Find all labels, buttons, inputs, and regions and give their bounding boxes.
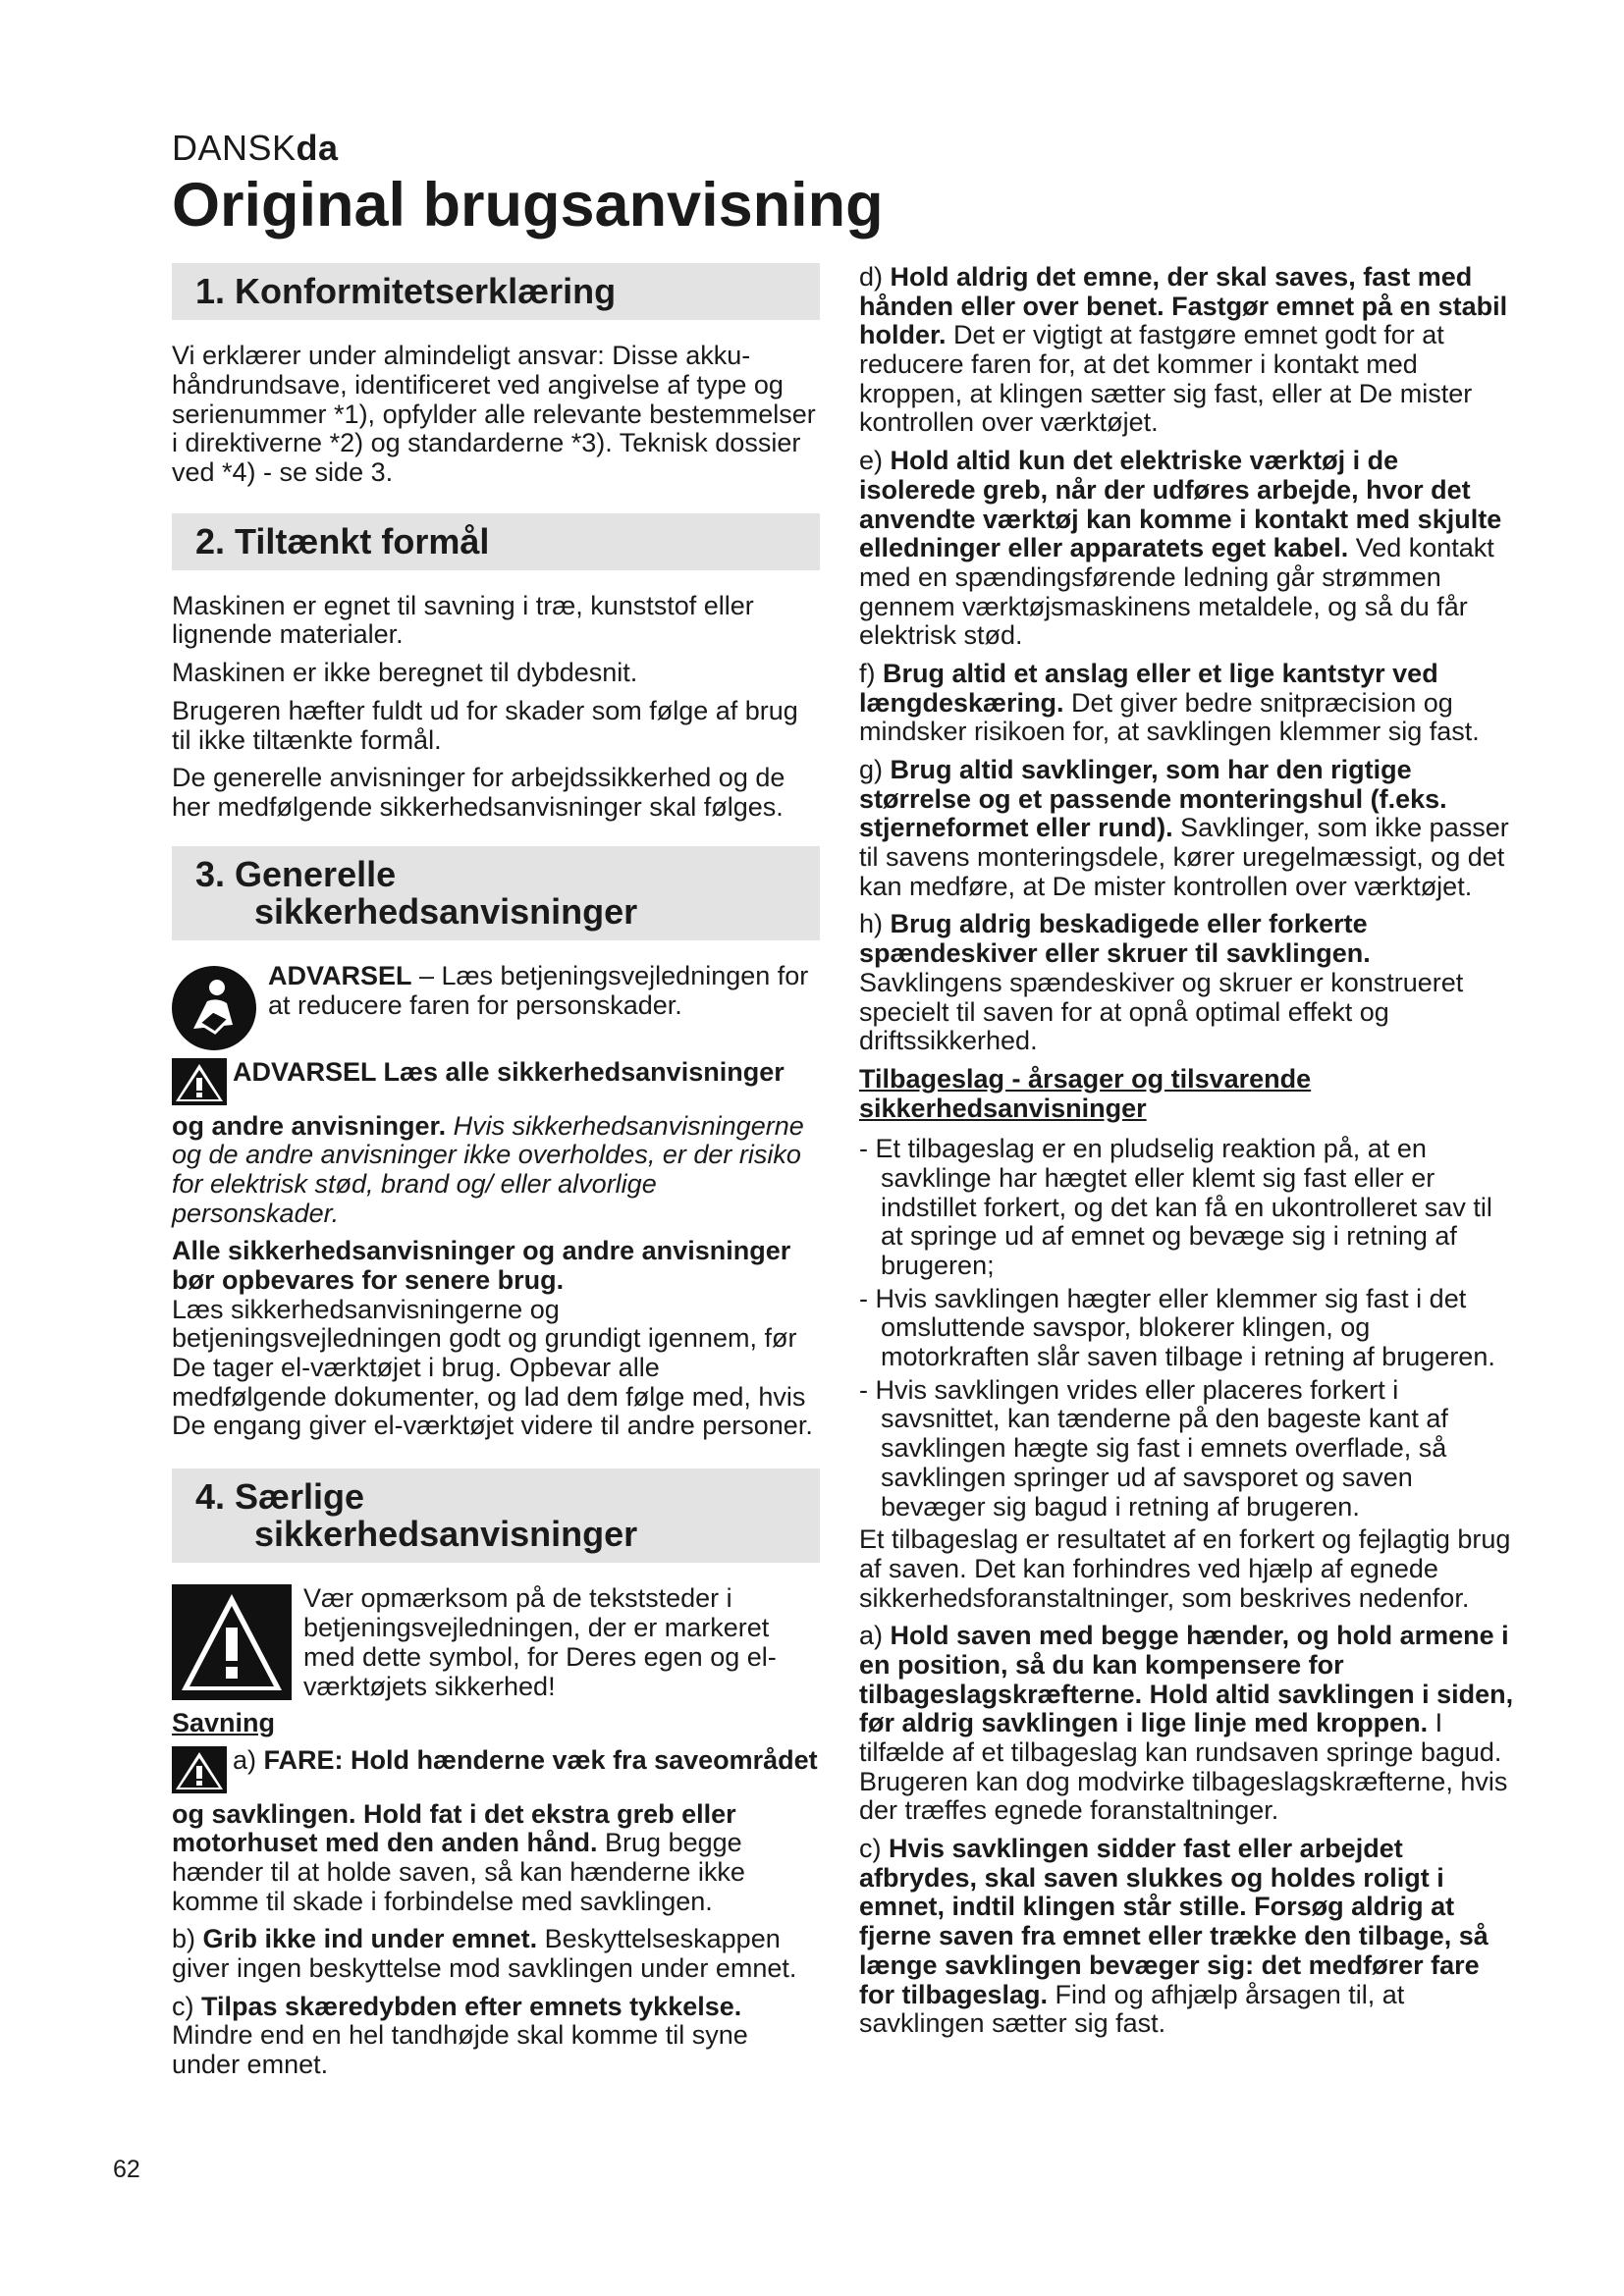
right-column (859, 263, 1517, 2048)
large-warning-icon (172, 1584, 292, 1700)
savning-heading: Savning (172, 1708, 276, 1738)
kickback-instruction-a: a) Hold saven med begge hænder, og hold armene i en position, så du kan kompensere for tilbageslagskræfterne. Hold altid savklingen i siden, før aldrig savklingen i lige linje med kroppen. I tilfælde af et tilbageslag kan rundsaven springe bagud. Brugeren kan dog modvirke tilbageslagskræfterne, hvis der træffes egnede foranstaltninger. (859, 1621, 1514, 1826)
language-label (172, 128, 339, 169)
instruction-g: g) Brug altid savklinger, som har den rigtige størrelse og et passende monteringshul (f.eks. stjerneformet eller rund). Savklinger, som ikke passer til savens monteringsdele, kører uregelmæssigt, og det kan medføre, at De mister kontrollen over værktøjet. (859, 755, 1509, 901)
manual-warning-text: ADVARSEL – Læs betjeningsvejledningen for at reducere faren for personskader. (268, 960, 809, 1020)
purpose-text-1: Maskinen er egnet til savning i træ, kunststof eller lignende materialer. (172, 590, 754, 650)
general-warning-italic: Hvis sikkerhedsanvisningerne og de andre anvisninger ikke overholdes, er der risiko for elektrisk stød, brand og/ eller alvorlige personskader. (172, 1110, 804, 1228)
symbol-note-text: Vær opmærksom på de tekststeder i betjeningsvejledningen, der er markeret med dette symbol, for Deres egen og el-værktøjets sikkerhed! (303, 1583, 777, 1701)
section-heading-4-line2: sikkerhedsanvisninger (254, 1514, 638, 1555)
instruction-e: e) Hold altid kun det elektriske værktøj i de isolerede greb, når der udføres arbejde, hvor det anvendte værktøj kan komme i kontakt med skjulte elledninger eller apparatets eget kabel. Ved kontakt med en spændingsførende ledning går strømmen gennem værktøjsmaskinens metaldele, og så du får elektrisk stød. (859, 446, 1502, 651)
purpose-text-3: Brugeren hæfter fuldt ud for skader som følge af brug til ikke tiltænkte formål. (172, 695, 798, 755)
instruction-d: d) Hold aldrig det emne, der skal saves, fast med hånden eller over benet. Fastgør emnet på en stabil holder. Det er vigtigt at fastgøre emnet godt for at reducere faren for, at det kommer i kontakt med kroppen, at klingen sætter sig fast, eller at De mister kontrollen over værktøjet. (859, 262, 1508, 438)
general-warning (172, 1058, 820, 1228)
warning-triangle-icon (172, 1058, 227, 1112)
instruction-f: f) Brug altid et anslag eller et lige kantstyr ved længdeskæring. Det giver bedre snitpræcision og mindsker risikoen for, at savklingen klemmer sig fast. (859, 658, 1480, 747)
section-heading-4-line1: 4. Særlige (195, 1476, 365, 1518)
manual-warning (172, 962, 820, 1050)
section-heading-3-line2: sikkerhedsanvisninger (254, 890, 638, 932)
general-warning-bold: ADVARSEL Læs alle sikkerhedsanvisninger og andre anvisninger. (172, 1056, 785, 1141)
instruction-c: c) Tilpas skæredybden efter emnets tykkelse. Mindre end en hel tandhøjde skal komme til syne under emnet. (172, 1991, 748, 2080)
kickback-instruction-c: c) Hvis savklingen sidder fast eller arbejdet afbrydes, skal saven slukkes og holdes roligt i emnet, indtil klingen står stille. Forsøg aldrig at fjerne saven fra emnet eller trække den tilbage, så længe savklingen bevæger sig: det medfører fare for tilbageslag. Find og afhjælp årsagen til, at savklingen sætter sig fast. (859, 1834, 1489, 2039)
symbol-note (172, 1584, 820, 1701)
section-heading-4 (172, 1468, 820, 1563)
kickback-heading: Tilbageslag - årsager og tilsvarende sikkerhedsanvisninger (859, 1063, 1312, 1123)
kickback-result: Et tilbageslag er resultatet af en forkert og fejlagtig brug af saven. Det kan forhindres ved hjælp af egnede sikkerhedsforanstaltninger, som beskrives nedenfor. (859, 1524, 1511, 1613)
instruction-b: b) Grib ikke ind under emnet. Beskyttelseskappen giver ingen beskyttelse mod savklingen under emnet. (172, 1924, 797, 1983)
kickback-bullet-3: - Hvis savklingen vrides eller placeres forkert i savsnittet, kan tænderne på den bageste kant af savklingen hægte sig fast i emnets overflade, så savklingen springer ud af savsporet og saven bevæger sig bagud i retning af brugeren. (859, 1374, 1448, 1522)
kickback-bullet-2: - Hvis savklingen hægter eller klemmer sig fast i det omsluttende savspor, blokerer klingen, og motorkraften slår saven tilbage i retning af brugeren. (859, 1283, 1495, 1372)
kickback-bullet-1: - Et tilbageslag er en pludselig reaktion på, at en savklinge har hægtet eller klemt sig fast eller er indstillet forkert, og det kan få en ukontrolleret sav til at springe ud af emnet og bevæge sig i retning af brugeren; (859, 1134, 1492, 1280)
page-title: Original brugsanvisning (172, 171, 884, 240)
section-heading-3 (172, 846, 820, 940)
language-name: DANSK (172, 128, 297, 168)
purpose-text-2: Maskinen er ikke beregnet til dybdesnit. (172, 658, 638, 688)
section-heading-3-line1: 3. Generelle (195, 853, 397, 894)
warning-triangle-icon (172, 1746, 227, 1800)
language-code: da (296, 128, 339, 168)
instruction-h: h) Brug aldrig beskadigede eller forkerte spændeskiver eller skruer til savklingen. Savklingens spændeskiver og skruer er konstrueret specielt til saven for at opnå optimal effekt og driftssikkerhed. (859, 909, 1464, 1056)
conformity-text: Vi erklærer under almindeligt ansvar: Disse akku-håndrundsave, identificeret ved angivelse af type og serienummer *1), opfylder alle relevante bestemmelser i direktiverne *2) og standarderne *3). Teknisk dossier ved *4) - se side 3. (172, 341, 816, 487)
section-heading-1: 1. Konformitetserklæring (172, 263, 820, 320)
page-number: 62 (113, 2156, 140, 2183)
purpose-text-4: De generelle anvisninger for arbejdssikkerhed og de her medfølgende sikkerhedsanvisninger skal følges. (172, 763, 785, 822)
read-manual-icon (172, 966, 256, 1050)
keep-instructions: Alle sikkerhedsanvisninger og andre anvisninger bør opbevares for senere brug. Læs sikkerhedsanvisningerne og betjeningsvejledningen godt og grundigt igennem, før De tager el-værktøjet i brug. Opbevar alle medfølgende dokumenter, og lad dem følge med, hvis De engang giver el-værktøjet videre til andre personer. (172, 1236, 813, 1441)
left-column (172, 263, 820, 2089)
instruction-a: a) FARE: Hold hænderne væk fra saveområdet og savklingen. Hold fat i det ekstra greb eller motorhuset med den anden hånd. Brug begge hænder til at holde saven, så kan hænderne ikke komme til skade i forbindelse med savklingen. (172, 1744, 818, 1916)
section-heading-2: 2. Tiltænkt formål (172, 513, 820, 570)
